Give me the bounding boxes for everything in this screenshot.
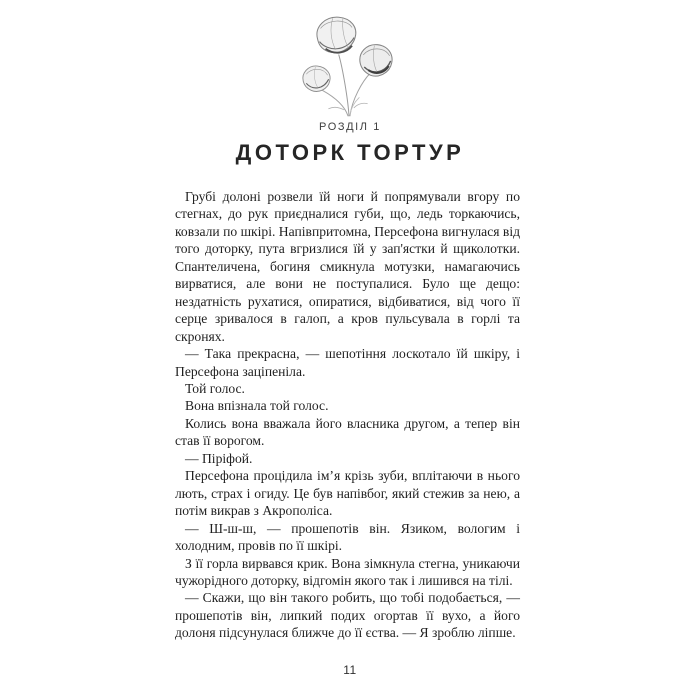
paragraph: — Така прекрасна, — шепотіння лоскотало їй шкіру, і Персефона заціпеніла. <box>175 346 520 379</box>
page-number: 11 <box>343 663 357 677</box>
paragraph: — Піріфой. <box>185 450 253 466</box>
paragraph: — Скажи, що він такого робить, що тобі подобається, — прошепотів він, липкий подих огортав її вухо, а його долоня підсунулася ближче до її єства. — Я зроблю ліпше. <box>175 590 520 641</box>
paragraph: З її горла вирвався крик. Вона зімкнула стегна, уникаючи чужорідного доторку, відгомін якого так і лишився на тілі. <box>175 555 520 588</box>
paragraph: Той голос. <box>185 380 245 396</box>
chapter-title: ДОТОРК ТОРТУР <box>235 140 465 165</box>
paragraph: Вона впізнала той голос. <box>185 398 329 414</box>
paragraph: Персефона процідила ім’я крізь зуби, вплітаючи в нього лють, страх і огиду. Це був напівбог, який стежив за нею, а потім викрав з Акрополіса. <box>175 468 520 519</box>
paragraph: Колись вона вважала його власника другом, а тепер він став її ворогом. <box>175 415 520 449</box>
paragraph: — Ш-ш-ш, — прошепотів він. Язиком, вологим і холодним, провів по її шкірі. <box>175 520 520 554</box>
paragraph: Грубі долоні розвели їй ноги й попрямували вгору по стегнах, до рук приєдналися губи, що, ледь торкаючись, ковзали по шкірі. Напівпритомна, Персефона вигнулася від того доторку, пута вгризлися їй у зап'ястки й щиколотки. Спантеличена, богиня смикнула мотузки, намагаючись вирватися, але вони не поступалися. Було ще дещо: нездатність рухатися, опиратися, відбиватися, від чого її серце зривалося в галоп, а кров пульсувала в горлі та скронях. <box>175 189 521 344</box>
body-text <box>175 188 520 642</box>
poppy-flowers-sketch-icon <box>289 10 411 118</box>
chapter-label: РОЗДІЛ 1 <box>319 121 381 133</box>
